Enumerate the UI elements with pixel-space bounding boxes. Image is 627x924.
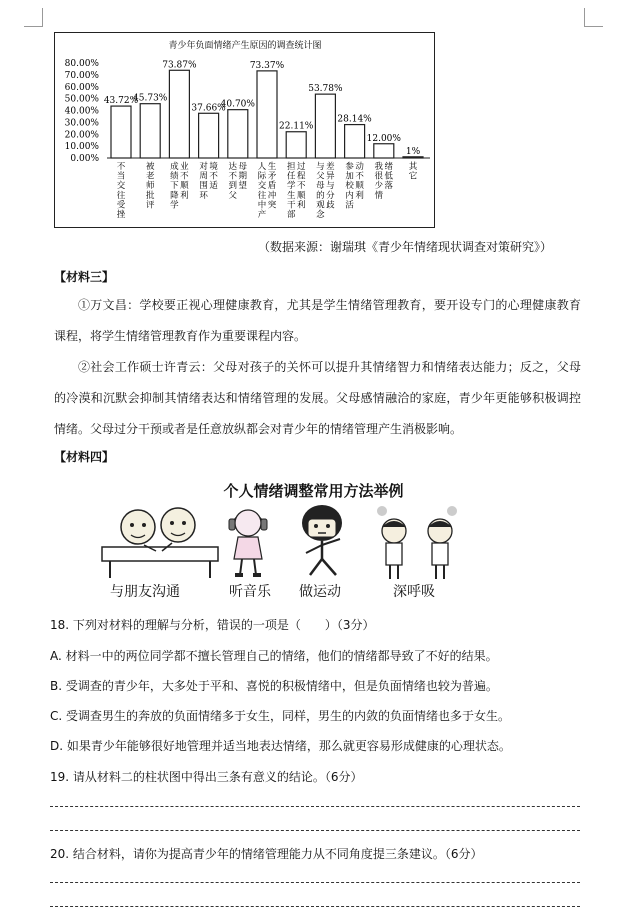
answer-line[interactable] — [50, 806, 580, 807]
question-18: 18. 下列对材料的理解与分析，错误的一项是（ ）（3分） — [50, 618, 375, 632]
bar-value-label: 53.78% — [308, 84, 343, 95]
bar-value-label: 73.37% — [249, 60, 285, 71]
bar-value-label: 1% — [405, 146, 421, 157]
bar — [199, 113, 219, 158]
question-18-option-d: D. 如果青少年能够很好地管理并适当地表达情绪，那么就更容易形成健康的心理状态。 — [50, 739, 511, 753]
category-label: 其它 — [408, 162, 418, 182]
category-label: 成绩下降学业不顺利 — [170, 162, 189, 211]
bar — [403, 157, 423, 158]
chart-title: 青少年负面情绪产生原因的调查统计图 — [168, 41, 322, 51]
illustration-listening-music — [226, 503, 270, 581]
bar-value-label: 43.72% — [103, 96, 139, 107]
caption-music: 听音乐 — [229, 584, 271, 600]
category-label: 我很少情绪低落 — [374, 162, 394, 201]
category-label: 参加校内活动不顺利 — [345, 162, 364, 211]
illustration-friends-talking — [100, 505, 220, 580]
y-tick-label: 60.00% — [64, 82, 99, 93]
caption-exercise: 做运动 — [299, 584, 341, 600]
bar-value-label: 37.66% — [191, 103, 226, 114]
bar-value-label: 28.14% — [337, 114, 372, 125]
category-label: 达不到父母期望 — [228, 162, 248, 201]
bars — [111, 70, 423, 158]
bar — [374, 144, 394, 158]
bar-value-label: 12.00% — [366, 133, 401, 144]
bar — [228, 110, 248, 158]
bar-chart-frame — [54, 32, 435, 228]
illustration-deep-breathing — [368, 503, 466, 581]
y-tick-label: 40.00% — [64, 106, 99, 117]
bar — [140, 104, 160, 158]
answer-line[interactable] — [50, 906, 580, 907]
category-label: 人际交往中产生矛盾冲突 — [257, 162, 277, 220]
question-19: 19. 请从材料二的柱状图中得出三条有意义的结论。（6分） — [50, 770, 363, 784]
category-label: 被老师批评 — [145, 162, 155, 211]
corner-mark-left — [24, 8, 43, 27]
y-tick-label: 80.00% — [64, 59, 99, 69]
data-source: （数据来源：谢瑞琪《青少年情绪现状调查对策研究》） — [258, 240, 553, 254]
category-labels — [117, 161, 418, 220]
question-18-option-a: A. 材料一中的两位同学都不擅长管理自己的情绪，他们的情绪都导致了不好的结果。 — [50, 649, 498, 663]
category-label: 不当交往受挫 — [116, 162, 126, 220]
category-label: 担任学生干部过程不顺利 — [286, 162, 306, 220]
caption-breathing: 深呼吸 — [393, 584, 435, 600]
bar — [345, 125, 365, 158]
bar — [286, 132, 306, 158]
y-tick-label: 20.00% — [64, 130, 99, 141]
bar-value-label: 22.11% — [279, 121, 314, 132]
figure-title: 个人情绪调整常用方法举例 — [223, 482, 404, 500]
bar — [169, 70, 189, 158]
y-tick-label: 70.00% — [64, 70, 99, 81]
bar — [315, 94, 335, 158]
category-label: 与父母的观念差异与分歧 — [316, 162, 335, 220]
answer-line[interactable] — [50, 830, 580, 831]
bar-chart — [55, 33, 434, 227]
bar-value-label: 73.87% — [162, 60, 197, 71]
material3-paragraph-1: ①万文昌：学校要正视心理健康教育，尤其是学生情绪管理教育，要开设专门的心理健康教育课程，将学生情绪管理教育作为重要课程内容。 — [54, 298, 581, 343]
question-18-option-b: B. 受调查的青少年，大多处于平和、喜悦的积极情绪中，但是负面情绪也较为普遍。 — [50, 679, 498, 693]
y-tick-label: 50.00% — [64, 94, 99, 105]
y-tick-label: 10.00% — [64, 142, 99, 153]
bar-value-label: 40.70% — [220, 99, 255, 110]
material3-paragraph-2: ②社会工作硕士许青云：父母对孩子的关怀可以提升其情绪智力和情绪表达能力；反之，父母的冷漠和沉默会抑制其情绪表达和情绪管理的发展。父母感情融洽的家庭，青少年更能够积极调控情绪。父母过分干预或者是任意放纵都会对青少年的情绪管理产生消极影响。 — [54, 360, 581, 436]
material3-heading: 【材料三】 — [54, 270, 115, 284]
y-tick-label: 30.00% — [64, 118, 99, 129]
material4-heading: 【材料四】 — [54, 450, 115, 464]
y-tick-label: 0.00% — [70, 154, 99, 164]
answer-line[interactable] — [50, 882, 580, 883]
caption-friends: 与朋友沟通 — [110, 584, 180, 600]
bar-value-label: 45.73% — [133, 93, 168, 104]
corner-mark-right — [584, 8, 603, 27]
illustration-exercise — [294, 503, 352, 581]
question-20: 20. 结合材料，请你为提高青少年的情绪管理能力从不同角度提三条建议。（6分） — [50, 847, 483, 861]
bar — [257, 71, 277, 158]
bar — [111, 106, 131, 158]
category-label: 对周围环境不适 — [199, 162, 218, 201]
question-18-option-c: C. 受调查男生的奔放的负面情绪多于女生，同样，男生的内敛的负面情绪也多于女生。 — [50, 709, 511, 723]
